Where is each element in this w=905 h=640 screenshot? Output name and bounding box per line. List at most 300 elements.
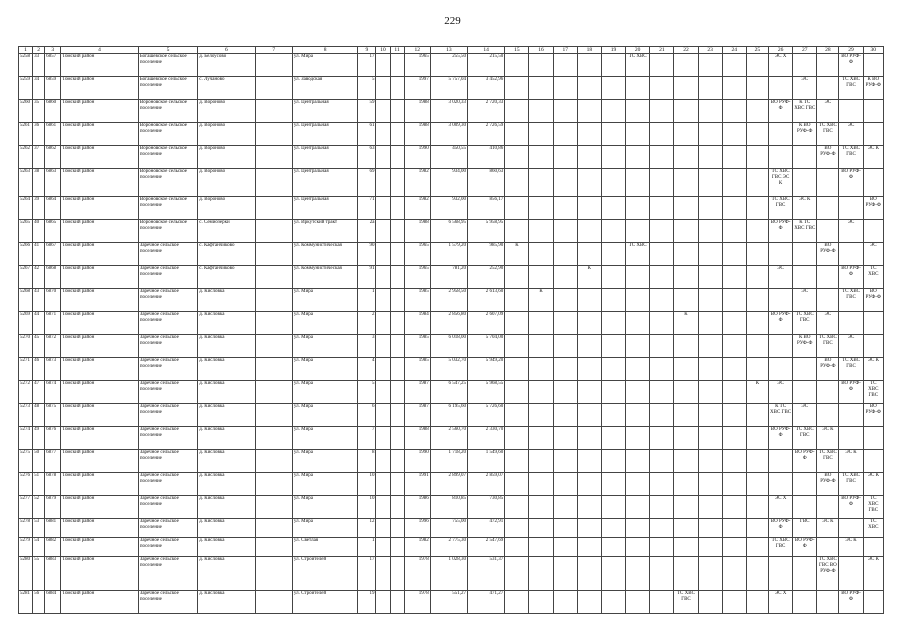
table-cell [577,123,601,146]
table-cell [698,266,722,289]
table-row [19,335,884,358]
table-cell: 531,37 [468,557,505,591]
table-cell [529,381,553,404]
table-cell [529,538,553,557]
table-cell [577,100,601,123]
table-cell [577,557,601,591]
table-cell [376,312,390,335]
table-cell: 2 856,80 [430,312,467,335]
column-header: 29 [839,47,863,54]
table-cell [746,427,768,450]
table-cell: ТС ХВС ГВС [817,450,839,473]
table-cell [650,519,674,538]
table-cell [577,496,601,519]
table-cell [255,538,292,557]
table-cell [601,100,625,123]
table-cell [698,123,722,146]
table-cell [505,591,529,614]
table-cell [722,358,746,381]
table-cell: 2 330,70 [468,427,505,450]
table-cell: ВО РУФ-Ф [839,169,863,197]
table-cell: ул. Светлая [292,538,357,557]
table-cell [674,473,698,496]
table-cell: 5269 [19,312,33,335]
table-cell: Томский район [61,427,139,450]
table-cell [863,100,883,123]
table-cell: ЭС [793,404,817,427]
table-cell: 6860 [45,100,61,123]
table-cell [376,473,390,496]
table-cell [650,54,674,77]
table-cell [529,591,553,614]
table-cell [376,220,390,243]
table-cell [376,243,390,266]
table-cell: ЭС [839,220,863,243]
table-cell: ул. Мира [292,450,357,473]
table-cell [863,427,883,450]
table-cell: ТС ХВС ГВС [817,123,839,146]
table-cell [577,197,601,220]
table-cell [255,427,292,450]
table-cell: ВО РУФ-Ф [863,197,883,220]
table-cell [698,427,722,450]
table-cell [390,289,404,312]
table-cell [255,519,292,538]
table-cell [626,358,650,381]
table-cell: д. Кисловка [198,591,255,614]
table-cell: ТС ХВС [863,519,883,538]
table-cell: ул. Мира [292,427,357,450]
table-cell: Заречное сельское поселение [138,519,197,538]
table-cell [529,220,553,243]
table-cell: Вороновское сельское поселение [138,100,197,123]
table-cell: 5267 [19,266,33,289]
table-cell [626,591,650,614]
table-cell [505,77,529,100]
table-cell: ул. Заводская [292,77,357,100]
table-cell [376,381,390,404]
table-cell: 6877 [45,450,61,473]
table-cell: 5273 [19,404,33,427]
table-row [19,358,884,381]
table-cell [722,146,746,169]
table-cell [255,335,292,358]
column-header: 6 [198,47,255,54]
table-cell [529,243,553,266]
table-cell [650,358,674,381]
table-cell: 3 [358,335,376,358]
table-cell [746,123,768,146]
column-header: 13 [430,47,467,54]
table-cell: ул. Мира [292,335,357,358]
table-cell: 44 [33,312,45,335]
table-cell: 49 [33,427,45,450]
table-cell: д. Вороново [198,100,255,123]
table-cell [650,404,674,427]
table-cell: д. Кисловка [198,519,255,538]
table-cell [746,312,768,335]
table-cell: 5262 [19,146,33,169]
table-cell: ул. Мира [292,404,357,427]
table-cell: 1978 [404,557,430,591]
table-cell [390,427,404,450]
table-cell: д. Кисловка [198,538,255,557]
table-cell [601,473,625,496]
table-cell [577,312,601,335]
table-cell [650,496,674,519]
table-cell: 10 [358,473,376,496]
table-cell: д. Вороново [198,123,255,146]
table-cell: 39 [33,197,45,220]
table-cell: 35 [33,100,45,123]
table-cell: ул. Коммунистическая [292,243,357,266]
table-cell [626,335,650,358]
column-header: 17 [553,47,577,54]
table-cell [746,77,768,100]
table-cell: 5268 [19,289,33,312]
table-cell [698,54,722,77]
table-cell [505,381,529,404]
table-cell [626,496,650,519]
table-cell [722,473,746,496]
table-cell: ЭС [793,289,817,312]
table-cell: 5258 [19,54,33,77]
table-cell: Томский район [61,146,139,169]
table-cell [529,427,553,450]
table-cell: К ВО РУФ-Ф [863,77,883,100]
table-cell: 781,20 [430,266,467,289]
table-cell: 1 718,20 [430,450,467,473]
table-cell [376,496,390,519]
table-cell: 6862 [45,146,61,169]
table-cell: ТС ХВС ГВС [839,289,863,312]
table-cell: 6870 [45,289,61,312]
table-cell [674,557,698,591]
column-header: 26 [769,47,793,54]
table-cell: 5266 [19,243,33,266]
table-cell: 17 [358,557,376,591]
table-cell: ул. Центральная [292,123,357,146]
table-cell [376,335,390,358]
table-row [19,473,884,496]
table-cell: 5278 [19,519,33,538]
table-cell: ВО РУФ-Ф [839,496,863,519]
table-cell [650,538,674,557]
table-cell [390,335,404,358]
table-cell: 934,00 [430,169,467,197]
table-cell: 1990 [404,146,430,169]
table-cell: 2а [358,220,376,243]
table-cell [529,404,553,427]
table-cell [793,54,817,77]
table-cell [376,591,390,614]
table-cell [626,266,650,289]
table-cell: ул. Мира [292,358,357,381]
table-cell: 2 547,69 [468,538,505,557]
table-cell [817,197,839,220]
table-cell [390,404,404,427]
table-cell [529,266,553,289]
table-cell: ЭС К [863,358,883,381]
table-cell: ВО РУФ-Ф [863,289,883,312]
table-cell: ЭС К [817,519,839,538]
table-cell: ул. Центральная [292,100,357,123]
table-cell: 450,55 [430,146,467,169]
table-cell: 6 195,60 [430,404,467,427]
table-cell [746,404,768,427]
table-cell [553,427,577,450]
table-cell: ВО РУФ-Ф [817,243,839,266]
table-cell: 1988 [404,220,430,243]
table-cell: 54 [33,538,45,557]
table-cell: д. Кисловка [198,312,255,335]
table-cell: 1 028,30 [430,557,467,591]
table-cell: 3 020,33 [430,100,467,123]
table-cell [698,146,722,169]
table-cell [817,538,839,557]
table-cell [390,169,404,197]
table-cell [505,358,529,381]
table-cell [722,404,746,427]
table-cell [839,312,863,335]
column-header: 8 [292,47,357,54]
table-cell [722,169,746,197]
table-cell: 1 549,60 [468,450,505,473]
table-cell [255,146,292,169]
table-cell [650,591,674,614]
table-cell: Томский район [61,496,139,519]
table-cell [255,220,292,243]
table-cell: 1987 [404,404,430,427]
table-cell [505,100,529,123]
table-cell [601,146,625,169]
table-cell: ТС ХВС [626,243,650,266]
table-cell [390,450,404,473]
table-row [19,381,884,404]
table-cell [390,381,404,404]
table-cell [698,77,722,100]
table-cell: ЭС [839,123,863,146]
table-cell [390,266,404,289]
table-cell: 2 613,60 [468,289,505,312]
table-row [19,427,884,450]
table-cell [674,358,698,381]
table-cell [553,289,577,312]
table-cell [529,146,553,169]
table-cell: с. Лучаново [198,77,255,100]
table-cell [255,473,292,496]
table-cell [390,77,404,100]
table-cell [390,123,404,146]
table-cell [529,496,553,519]
table-cell: 1988 [404,100,430,123]
table-cell: ЭС [769,381,793,404]
table-cell [722,100,746,123]
column-header: 20 [626,47,650,54]
table-cell: 6876 [45,427,61,450]
table-cell [553,243,577,266]
table-cell [505,312,529,335]
table-cell [769,123,793,146]
table-cell: ВО РУФ-Ф [793,450,817,473]
table-cell: Томский район [61,519,139,538]
page-number: 229 [444,15,461,27]
table-row [19,266,884,289]
table-cell [722,77,746,100]
table-cell: 5276 [19,473,33,496]
table-cell [722,197,746,220]
table-cell: 2 720,33 [468,100,505,123]
table-cell [577,220,601,243]
table-cell [650,335,674,358]
table-cell: 860,63 [468,169,505,197]
table-cell [577,591,601,614]
table-cell [505,335,529,358]
table-cell: 12 [358,519,376,538]
table-cell: д. Кисловка [198,335,255,358]
table-cell: 856,17 [468,197,505,220]
table-cell: ул. Мира [292,473,357,496]
table-cell [722,312,746,335]
table-cell: К [746,381,768,404]
table-cell: 2 726,59 [468,123,505,146]
table-cell [674,427,698,450]
table-cell: Заречное сельское поселение [138,557,197,591]
table-cell [746,100,768,123]
table-cell: Вороновское сельское поселение [138,197,197,220]
table-cell [698,519,722,538]
table-cell [255,381,292,404]
table-cell: 810,85 [430,496,467,519]
table-cell: ЭС К [863,557,883,591]
table-cell [626,123,650,146]
table-cell [601,404,625,427]
table-cell [255,243,292,266]
table-cell [529,77,553,100]
table-cell: 5259 [19,77,33,100]
table-cell: 53 [33,519,45,538]
table-cell [529,450,553,473]
table-cell: 46 [33,358,45,381]
table-cell: 59 [358,100,376,123]
table-cell: Заречное сельское поселение [138,381,197,404]
table-cell: 45 [33,335,45,358]
table-cell [601,538,625,557]
table-cell: с. Семиозерки [198,220,255,243]
table-cell [553,169,577,197]
table-cell [390,220,404,243]
table-cell: 1 [358,538,376,557]
table-cell [553,557,577,591]
table-cell: 5264 [19,197,33,220]
table-cell: с. Кафтанчиково [198,266,255,289]
column-header: 18 [577,47,601,54]
table-cell: 5274 [19,427,33,450]
table-cell: ТС ХВС ГВС ВО РУФ-Ф [817,557,839,591]
table-cell [505,427,529,450]
table-cell: 41 [33,243,45,266]
table-cell: 6883 [45,557,61,591]
table-cell: 5270 [19,335,33,358]
table-cell [601,289,625,312]
table-cell [793,358,817,381]
table-cell: ЭС [793,77,817,100]
table-row [19,169,884,197]
table-cell [601,450,625,473]
table-cell: 5260 [19,100,33,123]
table-cell [553,335,577,358]
table-cell [698,496,722,519]
column-header: 2 [33,47,45,54]
table-cell: ТС ХВС ГВС [863,381,883,404]
column-header: 25 [746,47,768,54]
table-cell [793,591,817,614]
table-cell [577,538,601,557]
table-cell [626,220,650,243]
table-cell [650,427,674,450]
table-cell: Томский район [61,404,139,427]
table-cell: Томский район [61,54,139,77]
table-cell: Заречное сельское поселение [138,404,197,427]
table-cell: 6861 [45,123,61,146]
table-cell [793,146,817,169]
table-cell: Заречное сельское поселение [138,289,197,312]
table-cell [722,450,746,473]
table-cell [863,312,883,335]
table-cell: 6875 [45,404,61,427]
table-cell [505,557,529,591]
table-cell: К [577,266,601,289]
table-cell: 6873 [45,358,61,381]
table-cell [650,146,674,169]
table-cell [505,54,529,77]
table-cell [255,312,292,335]
table-cell: 2 958,50 [430,289,467,312]
table-cell [553,266,577,289]
table-cell [769,557,793,591]
table-cell [863,220,883,243]
table-cell: д. Кисловка [198,289,255,312]
table-cell [863,335,883,358]
table-cell: 36 [33,123,45,146]
table-cell: Томский район [61,381,139,404]
table-cell [650,77,674,100]
table-cell: д. Кисловка [198,496,255,519]
table-row [19,54,884,77]
table-cell [255,123,292,146]
table-cell: Вороновское сельское поселение [138,220,197,243]
table-cell: 63 [358,146,376,169]
table-cell: ВО РУФ-Ф [769,519,793,538]
table-cell [376,450,390,473]
table-cell [863,450,883,473]
table-cell [793,557,817,591]
table-cell: Томский район [61,557,139,591]
table-cell: 61 [358,123,376,146]
table-cell: 5 726,60 [468,404,505,427]
table-cell: 551,27 [430,591,467,614]
table-cell [674,289,698,312]
table-cell [769,243,793,266]
table-cell: 5 [358,381,376,404]
header-row [19,47,884,54]
table-cell [553,54,577,77]
table-cell [674,381,698,404]
table-cell: 2 775,30 [430,538,467,557]
table-cell [650,312,674,335]
table-cell: 1965 [404,243,430,266]
table-cell [255,169,292,197]
